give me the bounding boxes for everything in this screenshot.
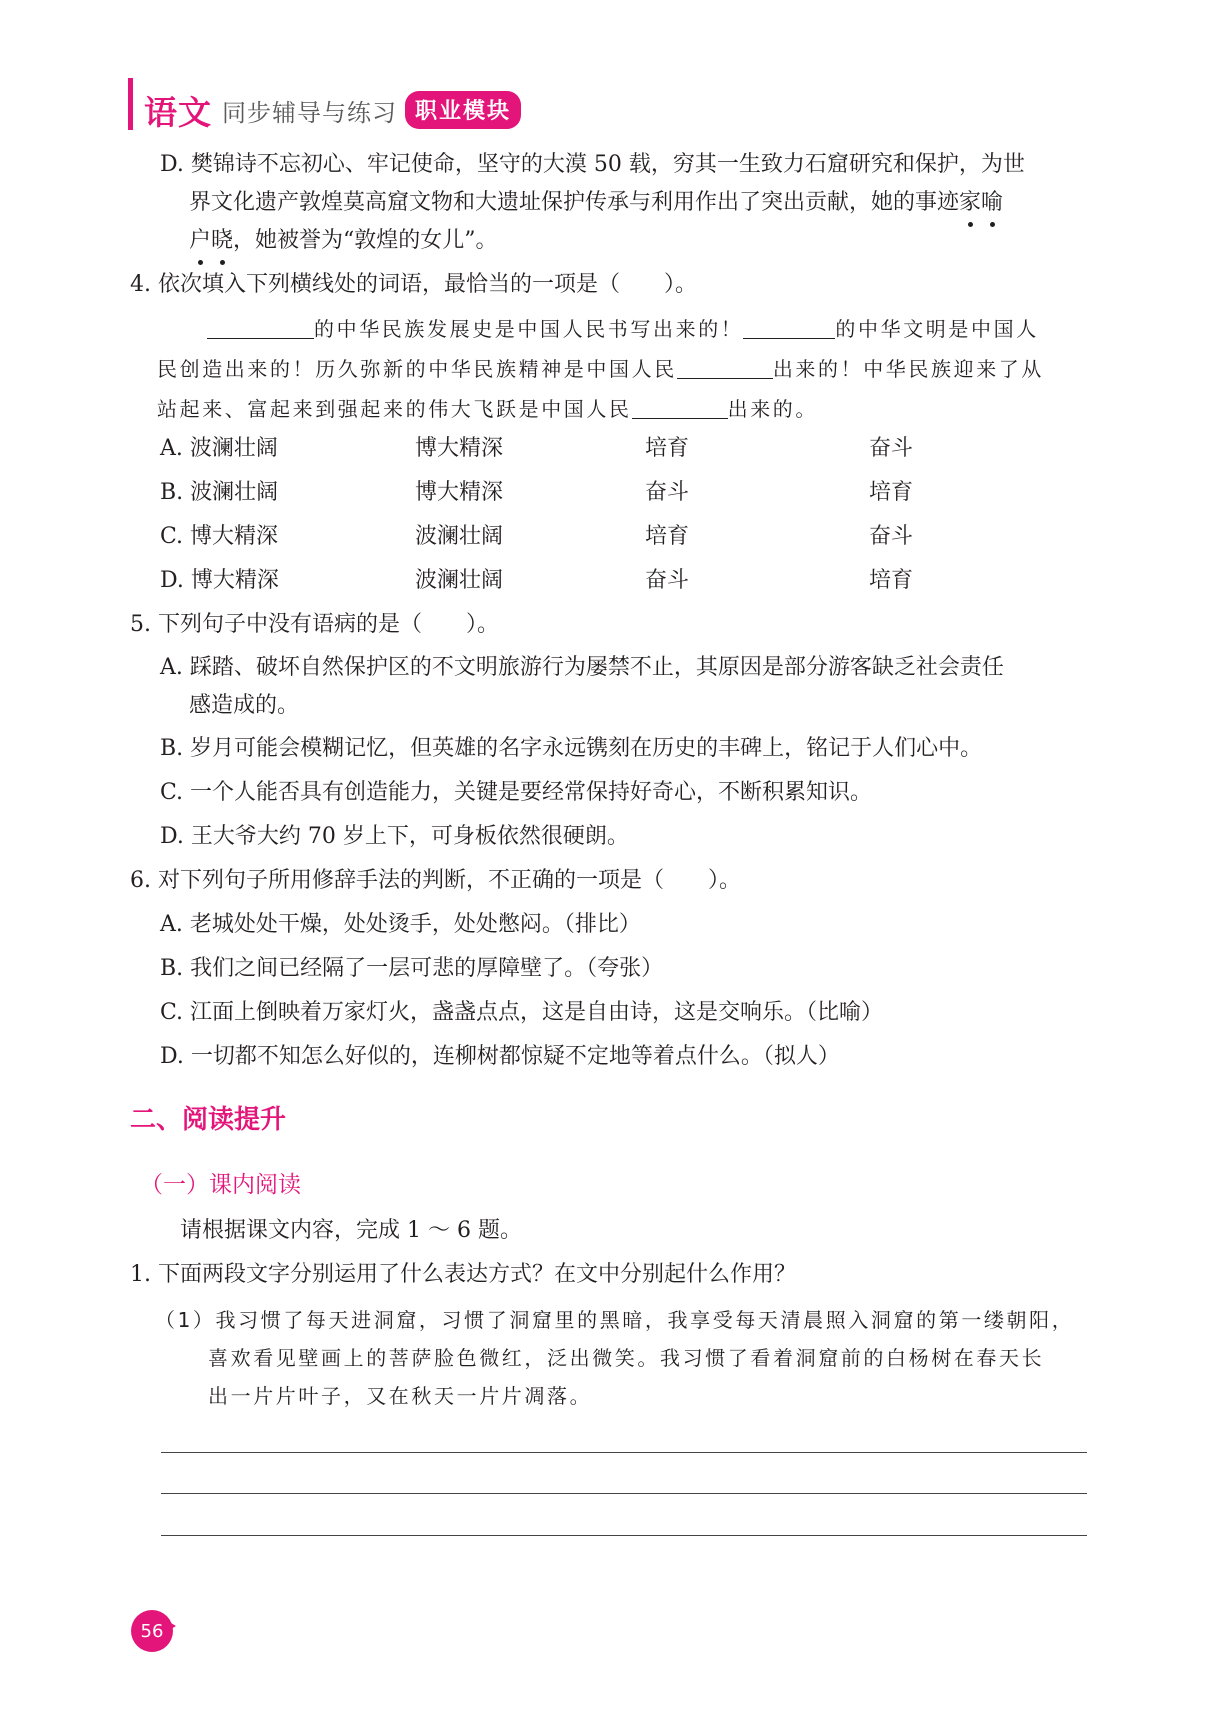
option-word: 培育 — [645, 524, 690, 549]
fill-blank[interactable] — [743, 316, 835, 339]
header-subject: 语文 — [144, 92, 212, 132]
q5-stem: 5. 下列句子中没有语病的是（ ）。 — [130, 612, 499, 637]
emphasis-char: 晓 — [211, 226, 233, 256]
option-word: 培育 — [645, 436, 690, 461]
header-badge: 职业模块 — [405, 91, 521, 129]
q4-stem: 4. 依次填入下列横线处的词语，最恰当的一项是（ ）。 — [130, 272, 697, 297]
header-accent-bar — [128, 78, 133, 130]
fill-blank[interactable] — [677, 356, 773, 379]
reading-intro: 请根据课文内容，完成 1 ～ 6 题。 — [180, 1218, 522, 1243]
q3-option-d-text: 界文化遗产敦煌莫高窟文物和大遗址保护传承与利用作出了突出贡献，她的事迹 — [189, 190, 960, 215]
option-word: 波澜壮阔 — [415, 524, 504, 549]
q4-passage-line2 — [157, 354, 1044, 384]
q5-option-c[interactable]: C. 一个人能否具有创造能力，关键是要经常保持好奇心，不断积累知识。 — [160, 780, 873, 805]
q5-option-a[interactable]: A. 踩踏、破坏自然保护区的不文明旅游行为屡禁不止，其原因是部分游客缺乏社会责任 — [160, 655, 1004, 680]
reading-passage-line3: 出一片片叶子，又在秋天一片片凋落。 — [208, 1384, 593, 1408]
q6-option-c[interactable]: C. 江面上倒映着万家灯火，盏盏点点，这是自由诗，这是交响乐。（比喻） — [160, 1000, 884, 1025]
reading-passage-line2: 喜欢看见壁画上的菩萨脸色微红，泛出微笑。我习惯了看着洞窟前的白杨树在春天长 — [208, 1346, 1045, 1370]
emphasis-char: 喻 — [981, 188, 1003, 218]
q4-passage-text: 出来的！中华民族迎来了从 — [772, 357, 1045, 381]
option-label: C. 博大精深 — [160, 524, 279, 549]
answer-line[interactable] — [161, 1452, 1087, 1453]
page-number: 56 — [131, 1610, 173, 1652]
option-label: A. 波澜壮阔 — [160, 436, 278, 461]
q6-stem: 6. 对下列句子所用修辞手法的判断，不正确的一项是（ ）。 — [130, 868, 741, 893]
q6-option-d[interactable]: D. 一切都不知怎么好似的，连柳树都惊疑不定地等着点什么。（拟人） — [160, 1044, 840, 1069]
answer-line[interactable] — [161, 1535, 1087, 1536]
reading-passage-line1: （1）我习惯了每天进洞窟，习惯了洞窟里的黑暗，我享受每天清晨照入洞窟的第一缕朝阳， — [155, 1308, 1075, 1332]
q4-passage-text: 民创造出来的！历久弥新的中华民族精神是中国人民 — [157, 357, 677, 381]
option-label: D. 博大精深 — [160, 568, 279, 593]
subsection-title: （一）课内阅读 — [140, 1172, 301, 1198]
q3-option-d-text: ，她被誉为“敦煌的女儿”。 — [233, 228, 498, 253]
section-title: 二、阅读提升 — [130, 1105, 287, 1135]
page-header — [144, 90, 521, 130]
option-word: 奋斗 — [869, 524, 914, 549]
q4-passage-text: 的中华文明是中国人 — [835, 317, 1039, 341]
q5-option-d[interactable]: D. 王大爷大约 70 岁上下，可身板依然很硬朗。 — [160, 824, 629, 849]
q4-passage-text: 的中华民族发展史是中国人民书写出来的！ — [314, 317, 744, 341]
fill-blank[interactable] — [632, 396, 728, 419]
q6-option-b[interactable]: B. 我们之间已经隔了一层可悲的厚障壁了。（夸张） — [160, 956, 664, 981]
q6-option-a[interactable]: A. 老城处处干燥，处处烫手，处处憋闷。（排比） — [160, 912, 641, 937]
option-word: 培育 — [869, 480, 914, 505]
q4-passage-text: 站起来、富起来到强起来的伟大飞跃是中国人民 — [157, 397, 632, 421]
q5-option-b[interactable]: B. 岁月可能会模糊记忆，但英雄的名字永远镌刻在历史的丰碑上，铭记于人们心中。 — [160, 736, 983, 761]
option-word: 波澜壮阔 — [415, 568, 504, 593]
reading-q1-stem: 1. 下面两段文字分别运用了什么表达方式？在文中分别起什么作用？ — [130, 1262, 796, 1287]
q4-passage-line3 — [157, 394, 818, 424]
option-word: 奋斗 — [645, 568, 690, 593]
option-word: 培育 — [869, 568, 914, 593]
fill-blank[interactable] — [207, 316, 314, 339]
option-word: 奋斗 — [645, 480, 690, 505]
emphasis-char: 家 — [959, 188, 981, 218]
q5-option-a-cont: 感造成的。 — [189, 693, 300, 718]
header-subtitle: 同步辅导与练习 — [222, 98, 397, 127]
q4-passage-line1 — [207, 314, 1039, 344]
q3-option-d-line3 — [189, 226, 498, 256]
option-word: 博大精深 — [415, 480, 504, 505]
q4-passage-text: 出来的。 — [727, 397, 819, 421]
option-label: B. 波澜壮阔 — [160, 480, 279, 505]
answer-line[interactable] — [161, 1493, 1087, 1494]
q3-option-d-line1: D. 樊锦诗不忘初心、牢记使命，坚守的大漠 50 载，穷其一生致力石窟研究和保护，为世 — [160, 152, 1025, 177]
option-word: 博大精深 — [415, 436, 504, 461]
q3-option-d-line2 — [189, 188, 1003, 218]
option-word: 奋斗 — [869, 436, 914, 461]
emphasis-char: 户 — [189, 226, 211, 256]
